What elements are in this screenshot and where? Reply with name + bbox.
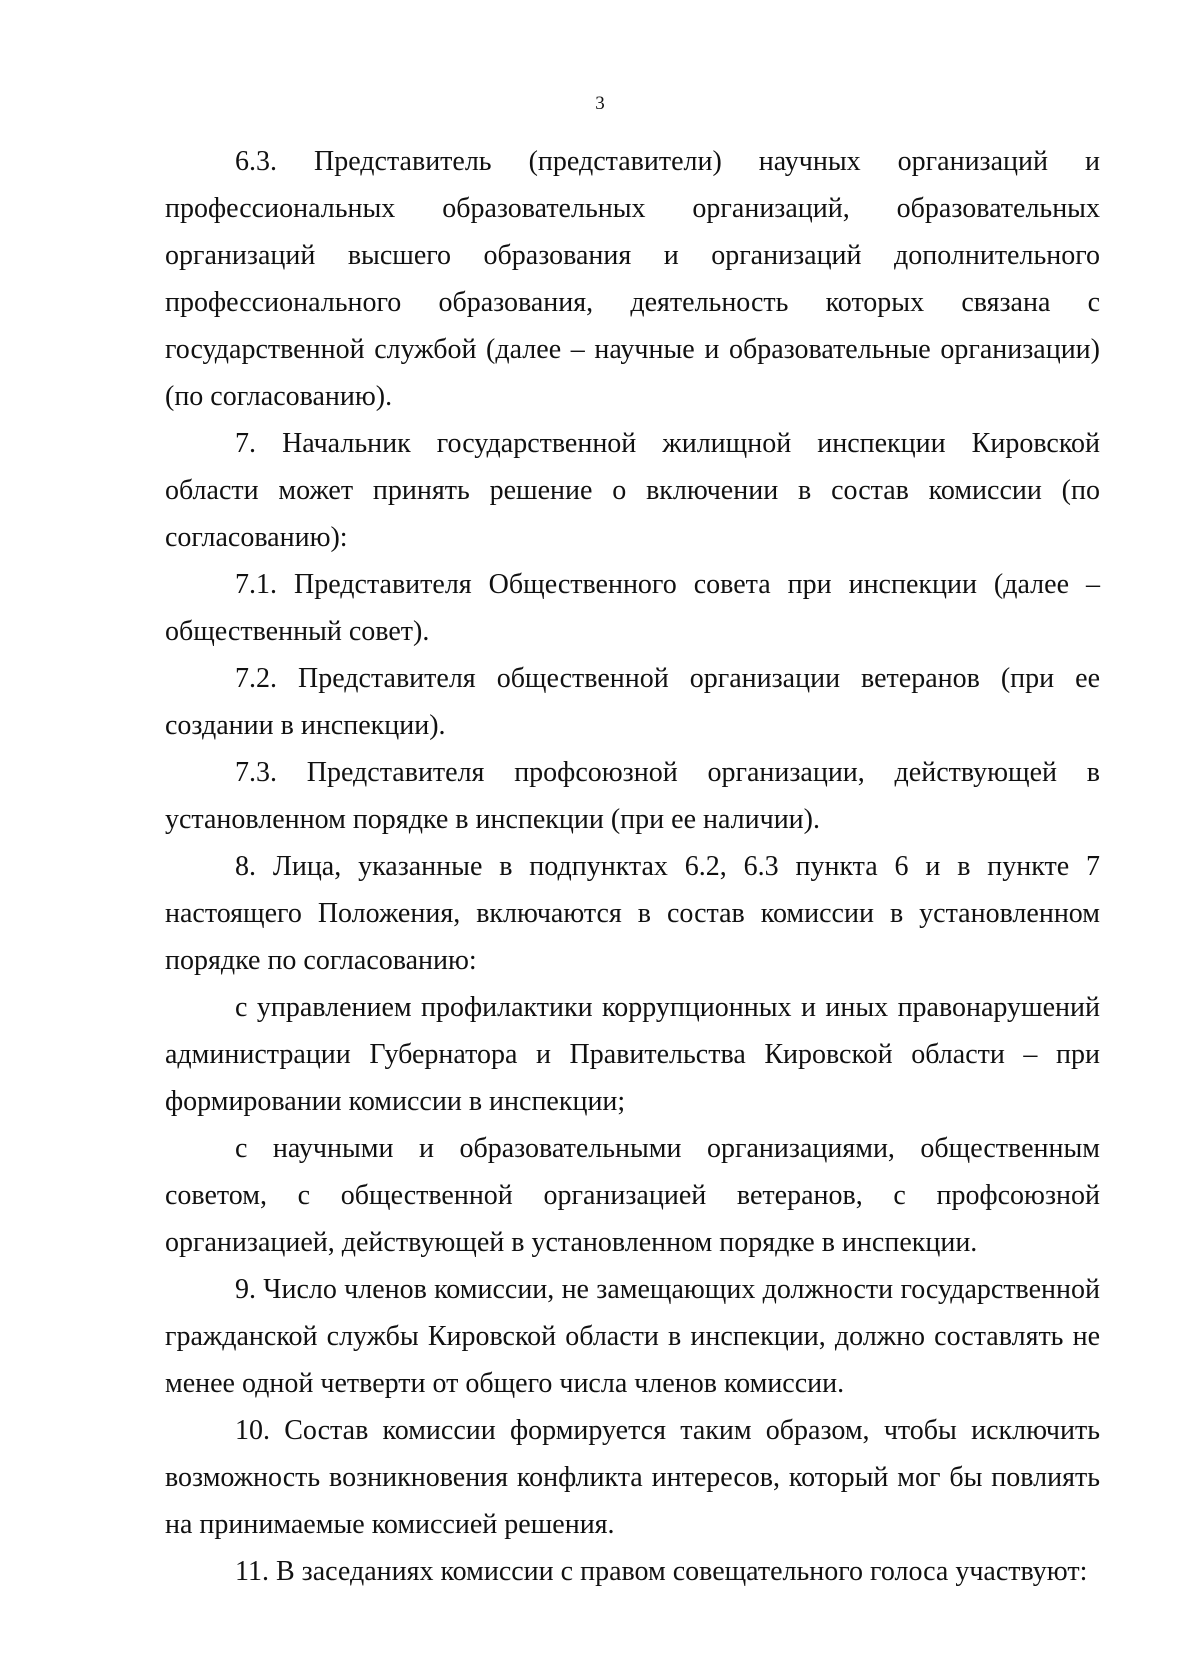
paragraph-7-1: 7.1. Представителя Общественного совета при инспекции (далее – общественный совет). bbox=[165, 569, 1100, 647]
document-body bbox=[165, 138, 1100, 1595]
paragraph-7-3: 7.3. Представителя профсоюзной организации, действующей в установленном порядке в инспекции (при ее наличии). bbox=[165, 757, 1100, 835]
paragraph-8-item-1: с управлением профилактики коррупционных и иных правонарушений администрации Губернатора и Правительства Кировской области – при формировании комиссии в инспекции; bbox=[165, 992, 1100, 1117]
paragraph-8: 8. Лица, указанные в подпунктах 6.2, 6.3 пункта 6 и в пункте 7 настоящего Положения, включаются в состав комиссии в установленном порядке по согласованию: bbox=[165, 851, 1100, 976]
paragraph-8-item-2: с научными и образовательными организациями, общественным советом, с общественной организацией ветеранов, с профсоюзной организацией, действующей в установленном порядке в инспекции. bbox=[165, 1133, 1100, 1258]
paragraph-7-2: 7.2. Представителя общественной организации ветеранов (при ее создании в инспекции). bbox=[165, 663, 1100, 741]
page-number: 3 bbox=[595, 93, 605, 114]
paragraph-7: 7. Начальник государственной жилищной инспекции Кировской области может принять решение о включении в состав комиссии (по согласованию): bbox=[165, 428, 1100, 553]
paragraph-11: 11. В заседаниях комиссии с правом совещательного голоса участвуют: bbox=[235, 1556, 1088, 1587]
paragraph-10: 10. Состав комиссии формируется таким образом, чтобы исключить возможность возникновения конфликта интересов, который мог бы повлиять на принимаемые комиссией решения. bbox=[165, 1415, 1100, 1540]
paragraph-9: 9. Число членов комиссии, не замещающих должности государственной гражданской службы Кировской области в инспекции, должно составлять не менее одной четверти от общего числа членов комиссии. bbox=[165, 1274, 1100, 1399]
paragraph-6-3: 6.3. Представитель (представители) научных организаций и профессиональных образовательных организаций, образовательных организаций высшего образования и организаций дополнительного профессионального образования, деятельность которых связана с государственной службой (далее – научные и образовательные организации) (по согласованию). bbox=[165, 146, 1100, 412]
